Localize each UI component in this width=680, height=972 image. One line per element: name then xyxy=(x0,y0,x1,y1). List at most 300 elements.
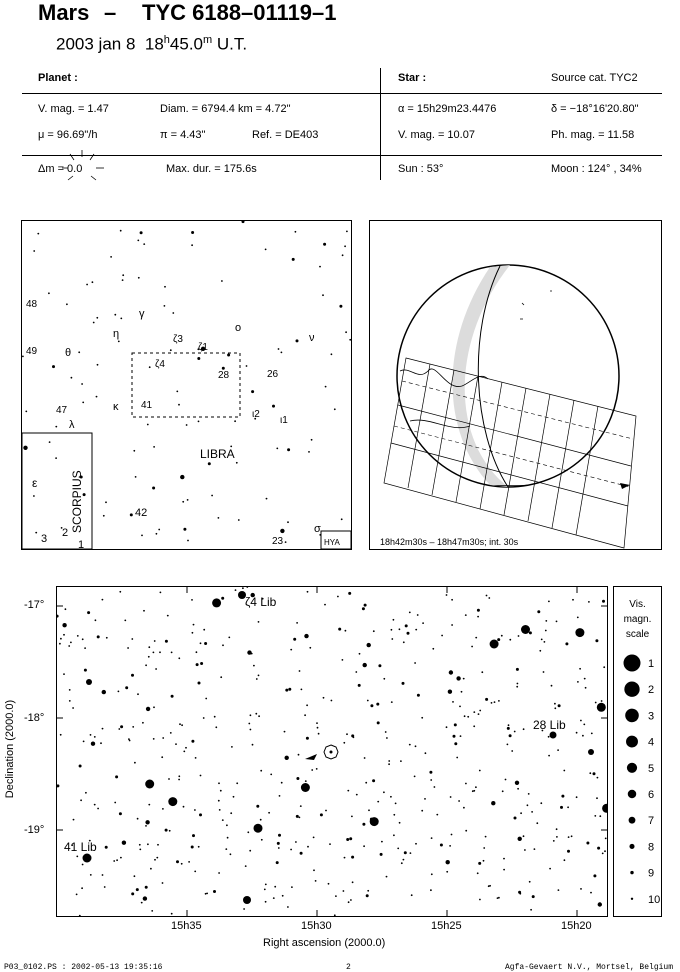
star-dot xyxy=(509,734,512,737)
star-dot xyxy=(431,873,433,875)
star-dot xyxy=(277,842,280,845)
star-dot xyxy=(162,808,164,810)
star-dot xyxy=(143,896,147,900)
star-dot xyxy=(456,757,458,759)
star-dot xyxy=(234,420,236,422)
star-dot xyxy=(296,622,298,624)
star-dot xyxy=(118,728,120,730)
star-dot xyxy=(380,853,383,856)
star-dot xyxy=(57,615,59,618)
star-dot xyxy=(287,521,289,523)
star-dot xyxy=(225,848,227,850)
star-dot xyxy=(597,703,606,712)
planet-diam: Diam. = 6794.4 km = 4.72" xyxy=(160,103,291,115)
star-dot xyxy=(93,322,95,324)
star-dot xyxy=(329,843,331,845)
star-dot xyxy=(172,312,174,314)
star-label-41: 41 Lib xyxy=(64,840,97,854)
scale-svg xyxy=(614,587,661,916)
star-dot xyxy=(96,396,98,398)
star-dot xyxy=(132,726,134,728)
earth-globe-svg xyxy=(370,221,661,549)
star-dot xyxy=(285,689,288,692)
star-dot xyxy=(90,874,92,876)
star-dot xyxy=(301,783,310,792)
star-dot xyxy=(568,836,570,838)
star-dot xyxy=(602,853,604,855)
star-dot xyxy=(319,266,321,268)
scale-dot-10 xyxy=(631,898,633,900)
star-dot xyxy=(288,688,291,691)
star-dot xyxy=(125,686,128,689)
star-dot xyxy=(118,691,120,693)
star-dot xyxy=(65,608,67,610)
star-dot xyxy=(69,700,71,702)
star-dot xyxy=(313,837,315,839)
star-dot xyxy=(205,698,207,700)
star-dot xyxy=(295,231,297,233)
star-dot xyxy=(265,884,267,886)
star-dot xyxy=(213,890,216,893)
star-dot xyxy=(182,501,184,503)
delta-mag: Δm = 0.0 xyxy=(38,163,83,175)
star-dot xyxy=(370,704,373,707)
star-dot xyxy=(278,847,280,849)
star-dot xyxy=(84,647,86,649)
star-phmag: Ph. mag. = 11.58 xyxy=(551,129,635,141)
star-dot xyxy=(139,849,141,851)
star-dot xyxy=(403,859,405,861)
star-dot xyxy=(558,889,560,891)
star-dot xyxy=(76,856,78,858)
star-dot xyxy=(97,808,99,810)
star-dot xyxy=(485,836,487,838)
star-dot xyxy=(343,890,345,892)
star-dot xyxy=(82,402,84,404)
star-dot xyxy=(35,532,37,534)
star-dot xyxy=(556,621,558,623)
star-dot xyxy=(252,744,254,746)
star-dot xyxy=(306,704,308,706)
star-dot xyxy=(306,737,309,740)
label-eta: η xyxy=(113,328,120,340)
star-dot xyxy=(565,642,568,645)
star-dot xyxy=(192,834,195,837)
star-dot xyxy=(183,528,186,531)
star-dot xyxy=(250,714,252,716)
star-dot xyxy=(381,841,383,843)
scale-title-line3: scale xyxy=(625,629,650,640)
star-dot xyxy=(147,843,149,845)
star-dot xyxy=(490,640,499,649)
star-dot xyxy=(364,604,367,607)
star-dot xyxy=(356,794,358,796)
label-theta: θ xyxy=(65,347,72,359)
star-dot xyxy=(249,850,251,852)
star-dot xyxy=(137,818,139,820)
star-dot xyxy=(577,681,579,683)
label-omicron: ο xyxy=(235,322,242,334)
star-dot xyxy=(254,824,263,833)
star-dot xyxy=(441,635,443,637)
star-dot xyxy=(599,815,601,817)
star-dot xyxy=(456,676,460,680)
star-dot xyxy=(346,231,348,233)
globe-panel xyxy=(369,220,662,550)
star-dot xyxy=(523,835,525,837)
occulted-star-marker xyxy=(324,745,338,759)
star-dot xyxy=(465,830,467,832)
star-dot xyxy=(334,408,336,410)
star-dot xyxy=(421,717,423,719)
star-dot xyxy=(171,913,173,915)
star-dot xyxy=(185,747,187,749)
star-dot xyxy=(159,651,161,653)
star-dot xyxy=(266,498,268,500)
star-dot xyxy=(70,642,72,644)
star-dot xyxy=(158,529,160,531)
star-dot xyxy=(186,424,188,426)
star-dot xyxy=(430,889,432,891)
star-dot xyxy=(52,365,55,368)
star-dot xyxy=(155,668,157,670)
star-dot xyxy=(193,624,195,626)
star-dot xyxy=(543,671,545,673)
star-dot xyxy=(549,868,551,870)
time-minutes: 45.0 xyxy=(169,34,203,54)
star-dot xyxy=(345,630,347,632)
date-time xyxy=(56,34,247,55)
star-dot xyxy=(501,635,503,637)
star-dot xyxy=(355,671,357,673)
star-dot xyxy=(541,639,543,641)
label-iota2: ι2 xyxy=(252,409,260,420)
scale-label-6: 6 xyxy=(648,789,655,801)
star-dot xyxy=(69,689,71,691)
star-dot xyxy=(178,657,180,659)
star-dot xyxy=(405,624,408,627)
label-41: 41 xyxy=(141,400,153,411)
star-dot xyxy=(391,638,393,640)
star-dot xyxy=(503,858,505,860)
star-dot xyxy=(508,724,510,726)
star-dot xyxy=(597,777,599,779)
star-dot xyxy=(218,782,220,784)
label-gamma: γ xyxy=(139,308,145,320)
star-dot xyxy=(436,814,438,816)
star-dot xyxy=(178,779,180,781)
star-dot xyxy=(346,733,348,735)
star-dot xyxy=(122,274,124,276)
star-dot xyxy=(154,640,156,642)
star-dot xyxy=(311,769,313,771)
star-dot xyxy=(304,714,306,716)
star-dot xyxy=(454,723,457,726)
star-dot xyxy=(564,859,566,861)
label-nu: ν xyxy=(309,332,315,344)
star-dot xyxy=(139,844,141,846)
star-dot xyxy=(226,824,228,826)
scale-dot-4 xyxy=(626,736,638,748)
star-dot xyxy=(373,630,375,632)
star-dot xyxy=(517,683,519,685)
star-dot xyxy=(451,624,453,626)
star-dot xyxy=(571,835,573,837)
star-dot xyxy=(339,305,342,308)
star-dot xyxy=(87,611,90,614)
star-dot xyxy=(200,775,202,777)
star-dot xyxy=(264,889,266,891)
star-dot xyxy=(317,727,319,729)
star-dot xyxy=(295,841,297,843)
star-dot xyxy=(388,760,390,762)
star-dot xyxy=(285,756,289,760)
star-dot xyxy=(276,448,278,450)
max-duration: Max. dur. = 175.6s xyxy=(166,163,257,175)
star-chart xyxy=(56,586,608,917)
star-dot xyxy=(479,710,481,712)
star-dot xyxy=(113,860,115,862)
star-dot xyxy=(157,844,159,846)
star-dot xyxy=(491,801,495,805)
sun-burst-icon xyxy=(58,148,106,188)
star-dot xyxy=(296,777,299,780)
star-dot xyxy=(362,823,365,826)
star-dot xyxy=(134,875,136,877)
star-dot xyxy=(311,439,313,441)
planet-heading: Planet : xyxy=(38,72,78,84)
star-dot xyxy=(349,339,351,341)
star-dot xyxy=(372,779,375,782)
star-dot xyxy=(246,587,248,588)
star-dot xyxy=(200,642,202,644)
star-dot xyxy=(378,664,381,667)
star-dot xyxy=(230,853,232,855)
star-dot xyxy=(62,623,66,627)
star-dot xyxy=(82,864,84,866)
star-dot xyxy=(119,591,121,593)
star-dot xyxy=(395,803,397,805)
star-dot xyxy=(153,706,155,708)
star-dot xyxy=(527,804,529,806)
label-epsilon: ε xyxy=(32,476,38,490)
star-dot xyxy=(560,806,563,809)
star-dot xyxy=(475,786,477,788)
star-dot xyxy=(463,807,465,809)
star-dot xyxy=(344,245,346,247)
footer-file: P03_0102.PS : 2002-05-13 19:35:16 xyxy=(4,963,163,972)
star-dot xyxy=(82,638,84,640)
xtick-15h30: 15h30 xyxy=(301,920,332,932)
scale-label-3: 3 xyxy=(648,710,655,723)
star-dot xyxy=(208,462,211,465)
star-dot xyxy=(195,757,197,759)
finder-chart xyxy=(21,220,352,550)
star-label-zeta4: ζ4 Lib xyxy=(245,595,277,609)
star-dot xyxy=(176,860,179,863)
star-dot xyxy=(145,664,147,666)
scale-label-9: 9 xyxy=(648,867,655,880)
star-dot xyxy=(588,601,590,603)
star-dot xyxy=(407,632,410,635)
star-dot xyxy=(576,732,578,734)
motion-arrow xyxy=(305,754,317,760)
star-dot xyxy=(313,869,315,871)
star-dot xyxy=(243,908,245,910)
star-dot xyxy=(199,813,202,816)
planet-pi: π = 4.43" xyxy=(160,129,206,141)
star-dot xyxy=(363,663,367,667)
star-dot xyxy=(222,644,224,646)
star-dot xyxy=(230,812,232,814)
star-dot xyxy=(561,795,564,798)
star-dot xyxy=(191,231,194,234)
star-dot xyxy=(154,859,156,861)
star-dot xyxy=(242,221,245,223)
star-dot xyxy=(285,541,287,543)
scale-dot-9 xyxy=(630,871,633,874)
star-dot xyxy=(278,834,281,837)
star-dot xyxy=(220,790,222,792)
star-dot xyxy=(370,818,373,821)
star-dot xyxy=(299,817,301,819)
star-dot xyxy=(539,650,541,652)
star-dot xyxy=(337,596,339,598)
star-dot xyxy=(212,598,221,607)
star-dot xyxy=(281,352,283,354)
star-dot xyxy=(401,862,403,864)
star-dot xyxy=(301,689,303,691)
star-dot xyxy=(567,806,569,808)
star-dot xyxy=(196,663,199,666)
label-lambda: λ xyxy=(69,419,75,431)
star-dot xyxy=(143,243,145,245)
star-dot xyxy=(446,594,448,596)
star-dot xyxy=(488,885,490,887)
star-dot xyxy=(165,829,168,832)
star-dot xyxy=(290,649,292,651)
star-dot xyxy=(281,782,283,784)
scale-dot-2 xyxy=(624,682,639,697)
star-dot xyxy=(351,816,353,818)
star-dot xyxy=(458,800,460,802)
star-dot xyxy=(576,796,578,798)
star-dot xyxy=(605,838,607,840)
star-dot xyxy=(255,713,257,715)
bright-star xyxy=(86,679,92,685)
star-dot xyxy=(105,501,107,503)
star-dot xyxy=(483,860,485,862)
star-dot xyxy=(260,819,262,821)
star-dot xyxy=(153,738,155,740)
star-dot xyxy=(415,843,417,845)
star-dot xyxy=(145,886,148,889)
star-dot xyxy=(404,851,407,854)
star-dot xyxy=(104,886,106,888)
star-dot xyxy=(250,729,252,731)
star-dot xyxy=(520,812,522,814)
star-dot xyxy=(248,723,250,725)
star-dot xyxy=(323,243,326,246)
bright-star xyxy=(550,732,557,739)
star-dot xyxy=(76,894,78,896)
scale-title-line1: Vis. xyxy=(629,599,646,610)
star-dot xyxy=(118,341,120,343)
label-sigma: σ xyxy=(314,523,321,535)
star-dot xyxy=(284,731,286,733)
star-dot xyxy=(105,846,108,849)
star-dot xyxy=(459,706,461,708)
star-dot xyxy=(478,713,480,715)
star-dot xyxy=(523,728,525,730)
star-dot xyxy=(227,354,230,357)
star-dot xyxy=(103,515,105,517)
star-dot xyxy=(430,779,432,781)
star-dot xyxy=(308,451,310,453)
star-dot xyxy=(473,711,475,713)
star-dot xyxy=(86,284,88,286)
star-dot xyxy=(377,721,380,724)
star-dot xyxy=(497,638,500,641)
star-dot xyxy=(344,857,346,859)
date: 2003 jan 8 xyxy=(56,34,136,54)
star-dot xyxy=(124,620,126,622)
star-dot xyxy=(351,856,354,859)
star-dot xyxy=(33,495,35,497)
star-dot xyxy=(81,383,83,385)
star-dot xyxy=(514,817,517,820)
star-dot xyxy=(194,809,196,811)
star-dot xyxy=(142,722,144,724)
star-dot xyxy=(273,897,275,899)
star-dot xyxy=(79,915,81,916)
star-dot xyxy=(96,317,98,319)
star-dot xyxy=(63,673,65,675)
star-dot xyxy=(25,411,27,413)
star-dot xyxy=(529,631,532,634)
star-dot xyxy=(557,749,559,751)
star-dot xyxy=(236,782,238,784)
star-dot xyxy=(579,668,581,670)
star-dot xyxy=(440,844,443,847)
star-dot xyxy=(272,405,275,408)
star-dot xyxy=(431,837,433,839)
star-dot xyxy=(399,822,401,824)
star-dot xyxy=(464,715,466,717)
star-dot xyxy=(293,638,296,641)
star-dot xyxy=(454,742,457,745)
star-dot xyxy=(138,277,140,279)
star-dot xyxy=(214,716,216,718)
star-dot xyxy=(429,771,432,774)
star-dot xyxy=(219,809,221,811)
star-dot xyxy=(83,741,85,743)
scale-dot-8 xyxy=(629,844,634,849)
star-dot xyxy=(278,348,280,350)
star-dot xyxy=(448,690,452,694)
star-dot xyxy=(593,874,596,877)
star-dot xyxy=(575,628,584,637)
star-dot xyxy=(221,597,224,600)
star-dot xyxy=(57,784,59,787)
star-dot xyxy=(567,850,570,853)
star-dot xyxy=(388,763,390,765)
star-dot xyxy=(335,895,337,897)
star-dot xyxy=(287,906,289,908)
star-dot xyxy=(367,700,369,702)
star-dot xyxy=(376,703,379,706)
star-dot xyxy=(548,736,550,738)
